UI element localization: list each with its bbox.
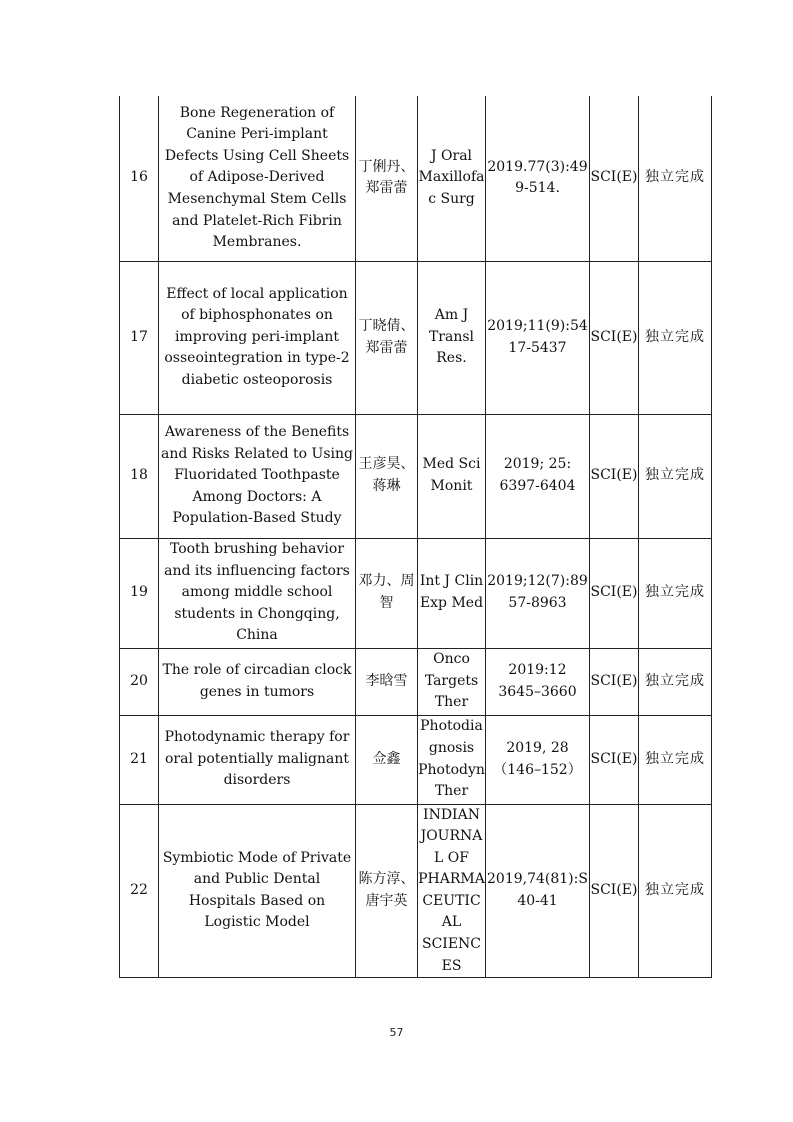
page-number: 57 — [389, 1026, 404, 1039]
completion-status: 独立完成 — [639, 715, 712, 804]
paper-title: Awareness of the Benefits and Risks Related to Using Fluoridated Toothpaste Among Doctors: A Population-Based Study — [159, 414, 356, 538]
citation: 2019; 25: 6397-6404 — [486, 414, 590, 538]
publication-table — [119, 96, 712, 978]
completion-status: 独立完成 — [639, 261, 712, 414]
index-type: SCI(E) — [590, 648, 639, 715]
table-row — [120, 648, 712, 715]
row-number: 17 — [120, 261, 159, 414]
completion-status: 独立完成 — [639, 96, 712, 261]
citation: 2019.77(3):499-514. — [486, 96, 590, 261]
table-row — [120, 414, 712, 538]
index-type: SCI(E) — [590, 96, 639, 261]
index-type: SCI(E) — [590, 715, 639, 804]
index-type: SCI(E) — [590, 804, 639, 978]
authors: 丁俐丹、郑雷蕾 — [356, 96, 418, 261]
completion-status: 独立完成 — [639, 538, 712, 648]
citation: 2019;11(9):5417-5437 — [486, 261, 590, 414]
journal: Onco Targets Ther — [418, 648, 486, 715]
table-row — [120, 804, 712, 978]
row-number: 22 — [120, 804, 159, 978]
journal: J Oral Maxillofac Surg — [418, 96, 486, 261]
citation: 2019,74(81):S40-41 — [486, 804, 590, 978]
completion-status: 独立完成 — [639, 648, 712, 715]
journal: Photodiagnosis Photodyn Ther — [418, 715, 486, 804]
row-number: 19 — [120, 538, 159, 648]
index-type: SCI(E) — [590, 414, 639, 538]
journal: Med Sci Monit — [418, 414, 486, 538]
citation: 2019, 28（146–152） — [486, 715, 590, 804]
paper-title: Bone Regeneration of Canine Peri-implant Defects Using Cell Sheets of Adipose-Derived Mesenchymal Stem Cells and Platelet-Rich Fibrin Membranes. — [159, 96, 356, 261]
journal: Am J Transl Res. — [418, 261, 486, 414]
paper-title: Symbiotic Mode of Private and Public Dental Hospitals Based on Logistic Model — [159, 804, 356, 978]
index-type: SCI(E) — [590, 261, 639, 414]
authors: 邓力、周智 — [356, 538, 418, 648]
row-number: 21 — [120, 715, 159, 804]
authors: 丁晓倩、郑雷蕾 — [356, 261, 418, 414]
authors: 王彦昊、蒋琳 — [356, 414, 418, 538]
authors: 陈方淳、唐宇英 — [356, 804, 418, 978]
table-row — [120, 261, 712, 414]
authors: 佥鑫 — [356, 715, 418, 804]
paper-title: Photodynamic therapy for oral potentially malignant disorders — [159, 715, 356, 804]
row-number: 18 — [120, 414, 159, 538]
citation: 2019;12(7):8957-8963 — [486, 538, 590, 648]
table-row — [120, 715, 712, 804]
authors: 李晗雪 — [356, 648, 418, 715]
table-row — [120, 538, 712, 648]
index-type: SCI(E) — [590, 538, 639, 648]
paper-title: The role of circadian clock genes in tumors — [159, 648, 356, 715]
paper-title: Tooth brushing behavior and its influencing factors among middle school students in Chongqing, China — [159, 538, 356, 648]
completion-status: 独立完成 — [639, 414, 712, 538]
citation: 2019:12 3645–3660 — [486, 648, 590, 715]
row-number: 20 — [120, 648, 159, 715]
row-number: 16 — [120, 96, 159, 261]
journal: Int J Clin Exp Med — [418, 538, 486, 648]
completion-status: 独立完成 — [639, 804, 712, 978]
paper-title: Effect of local application of biphosphonates on improving peri-implant osseointegration in type-2 diabetic osteoporosis — [159, 261, 356, 414]
journal: INDIAN JOURNAL OF PHARMACEUTICAL SCIENCES — [418, 804, 486, 978]
table-row — [120, 96, 712, 261]
